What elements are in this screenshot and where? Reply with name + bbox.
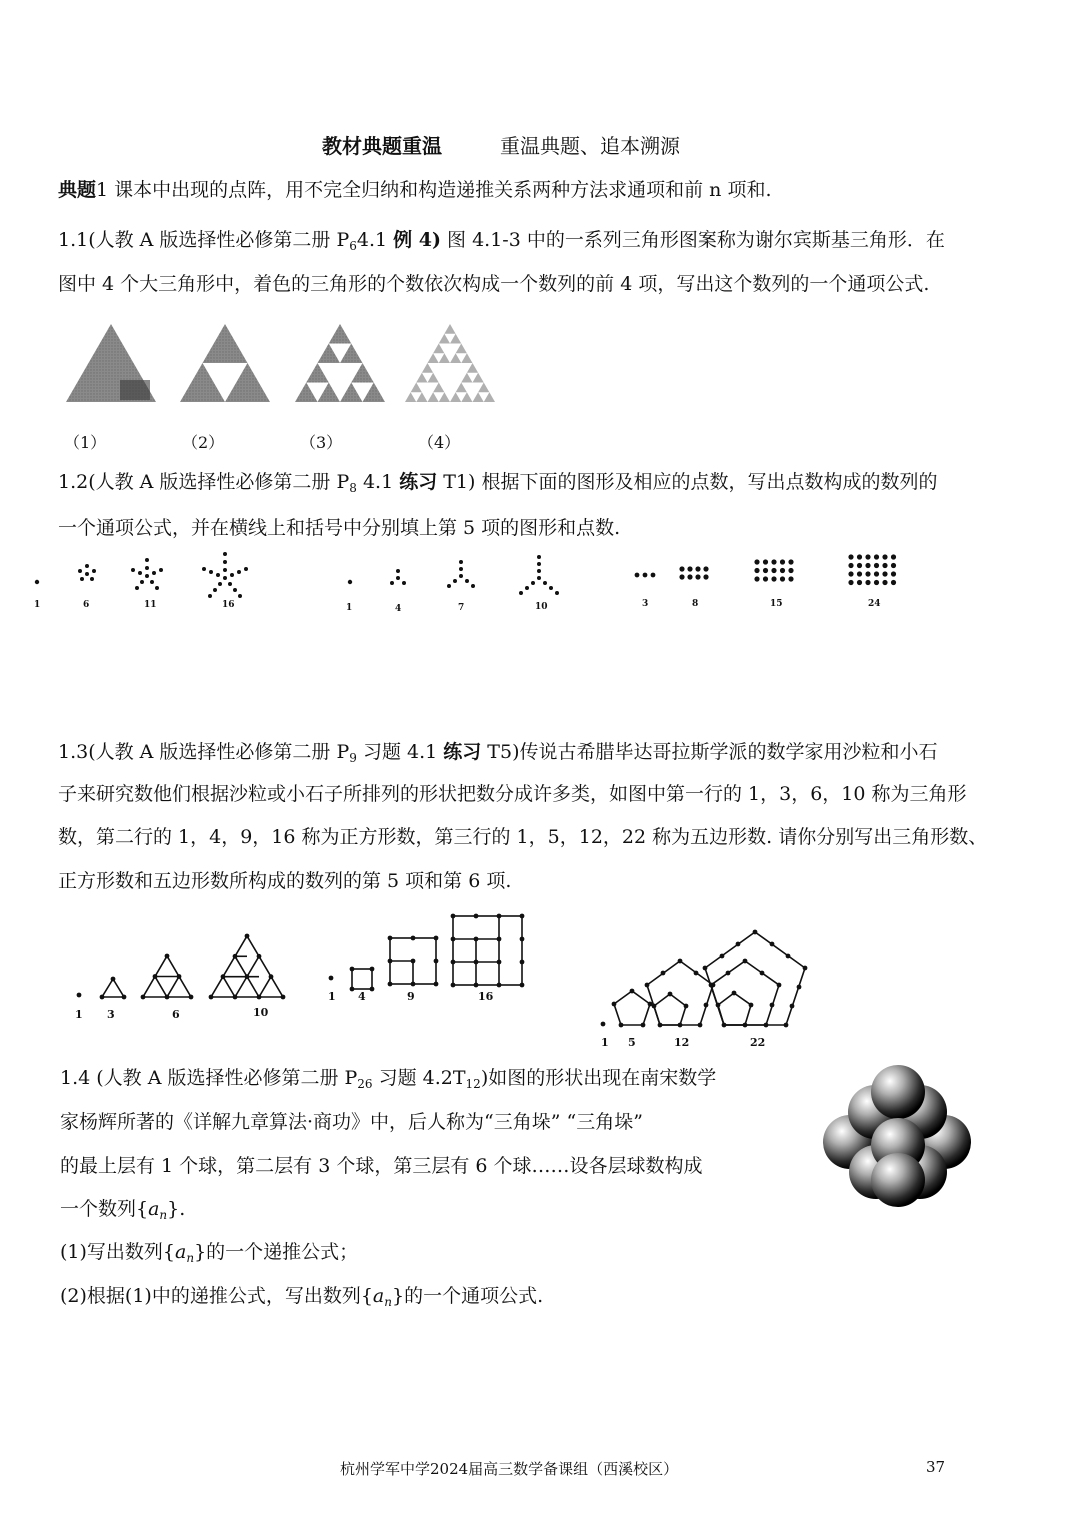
intro-label: 典题 xyxy=(58,179,97,201)
grid-dot xyxy=(891,563,896,568)
pent-label-3: 12 xyxy=(674,1036,690,1049)
tripod-4 xyxy=(390,569,406,585)
grid-dot xyxy=(754,568,759,573)
sierpinski-figures xyxy=(0,318,1080,448)
grid-dot xyxy=(857,580,862,585)
p13-mid: 习题 4.1 xyxy=(356,741,444,763)
grid-dot xyxy=(788,559,793,564)
grid-dot xyxy=(857,554,862,559)
grid-dot xyxy=(763,559,768,564)
grid-dot xyxy=(788,576,793,581)
grid-dot xyxy=(695,574,700,579)
grid-dot xyxy=(771,568,776,573)
p14-var: a xyxy=(148,1198,160,1220)
grid-dot xyxy=(865,563,870,568)
grid-dot xyxy=(848,554,853,559)
p14-prefix: 1.4 (人教 A 版选择性必修第二册 P xyxy=(60,1067,358,1089)
problem-1-3-line2: 子来研究数他们根据沙粒或小石子所排列的形状把数分成许多类，如图中第一行的 1，3，6，10 称为三角形 xyxy=(58,783,967,805)
rect-8 xyxy=(679,566,708,579)
dot-label-tri-1: 1 xyxy=(346,603,353,613)
grid-dot xyxy=(780,559,785,564)
problem-1-4-line2: 家杨辉所著的《详解九章算法·商功》中，后人称为“三角垛” “三角垛” xyxy=(60,1111,643,1133)
star-6 xyxy=(78,564,96,581)
p14-rest2: )如图的形状出现在南宋数学 xyxy=(480,1067,717,1089)
square-numbers xyxy=(329,914,525,992)
grid-dot xyxy=(874,554,879,559)
p11-rest: 图 4.1-3 中的一系列三角形图案称为谢尔宾斯基三角形．在 xyxy=(441,229,945,251)
footer-school: 杭州学军中学2024届高三数学备课组（西溪校区） xyxy=(340,1460,679,1478)
intro-text: 1 课本中出现的点阵，用不完全归纳和构造递推关系两种方法求通项和前 n 项和. xyxy=(96,179,772,201)
problem-1-3-line4: 正方形数和五边形数所构成的数列的第 5 项和第 6 项. xyxy=(58,870,512,892)
q2-var: a xyxy=(372,1285,385,1307)
dot-label-star-1: 1 xyxy=(34,600,41,610)
grid-dot xyxy=(874,563,879,568)
grid-dot xyxy=(754,576,759,581)
dot-label-rect-4: 24 xyxy=(868,599,881,609)
tripod-7 xyxy=(447,560,475,588)
tripod-10 xyxy=(519,555,559,595)
p12-mid: 4.1 xyxy=(356,471,400,493)
grid-dot xyxy=(865,571,870,576)
problem-1-1-line2: 图中 4 个大三角形中，着色的三角形的个数依次构成一个数列的前 4 项，写出这个数列的一个通项公式. xyxy=(58,273,930,295)
grid-dot xyxy=(891,571,896,576)
p11-mid: 4.1 xyxy=(356,229,394,251)
p12-sub: 8 xyxy=(349,481,357,495)
problem-1-4-q1 xyxy=(60,1240,358,1270)
p14-sub2: 12 xyxy=(465,1077,481,1091)
tri-label-3: 6 xyxy=(172,1008,180,1021)
p12-bold: 练习 xyxy=(399,471,438,493)
p11-bold: 例 4) xyxy=(393,229,441,251)
p14-l4-post: }. xyxy=(167,1198,186,1220)
q1-var: a xyxy=(175,1241,187,1263)
pent-label-2: 5 xyxy=(628,1036,636,1049)
page-number: 37 xyxy=(926,1458,946,1476)
q1-var-sub: n xyxy=(186,1251,195,1265)
q2-post: }的一个通项公式. xyxy=(391,1285,544,1307)
grid-dot xyxy=(848,580,853,585)
dot-label-rect-1: 3 xyxy=(642,599,649,609)
grid-dot xyxy=(763,576,768,581)
rect-24 xyxy=(848,554,896,585)
grid-dot xyxy=(882,563,887,568)
sierpinski-label-2: （2） xyxy=(182,433,225,452)
grid-dot xyxy=(780,568,785,573)
p13-rest: T5)传说古希腊毕达哥拉斯学派的数学家用沙粒和小石 xyxy=(481,741,938,763)
dot-label-star-2: 6 xyxy=(83,600,90,610)
figurate-numbers-figure xyxy=(0,908,1080,1048)
p13-bold: 练习 xyxy=(443,741,482,763)
grid-dot xyxy=(687,566,692,571)
intro-line xyxy=(58,178,772,202)
dot-label-rect-2: 8 xyxy=(692,599,699,609)
grid-dot xyxy=(857,563,862,568)
grid-dot xyxy=(848,571,853,576)
sq-label-1: 1 xyxy=(328,990,336,1003)
grid-dot xyxy=(891,580,896,585)
sq-label-4: 16 xyxy=(478,990,494,1003)
p11-sub: 6 xyxy=(349,239,357,253)
grid-dot xyxy=(703,566,708,571)
triangle-ball-stack-image xyxy=(820,1060,980,1210)
grid-dot xyxy=(687,574,692,579)
grid-dot xyxy=(754,559,759,564)
grid-dot xyxy=(848,563,853,568)
page-title: 教材典题重温 xyxy=(322,134,442,158)
pent-label-1: 1 xyxy=(601,1036,609,1049)
grid-dot xyxy=(695,566,700,571)
p13-sub: 9 xyxy=(349,751,357,765)
grid-dot xyxy=(882,571,887,576)
dot-label-star-3: 11 xyxy=(144,600,157,610)
p11-prefix: 1.1(人教 A 版选择性必修第二册 P xyxy=(58,229,350,251)
problem-1-1-line1 xyxy=(58,228,945,258)
dot-label-star-4: 16 xyxy=(222,600,235,610)
grid-dot xyxy=(771,559,776,564)
pentagonal-numbers xyxy=(601,930,808,1028)
problem-1-2-line2: 一个通项公式，并在横线上和括号中分别填上第 5 项的图形和点数. xyxy=(58,517,621,539)
problem-1-3-line1 xyxy=(58,740,937,770)
triangular-numbers xyxy=(77,934,286,1000)
pent-label-4: 22 xyxy=(750,1036,766,1049)
sierpinski-label-1: （1） xyxy=(64,433,107,452)
tri-label-4: 10 xyxy=(253,1006,269,1019)
grid-dot xyxy=(882,554,887,559)
star-11 xyxy=(131,558,163,590)
rect-3 xyxy=(635,573,656,578)
p14-var-sub: n xyxy=(159,1208,168,1222)
p14-rest: 习题 4.2T xyxy=(372,1067,466,1089)
q1-post: }的一个递推公式； xyxy=(194,1241,359,1263)
grid-dot xyxy=(771,576,776,581)
dot-label-rect-3: 15 xyxy=(770,599,783,609)
page-subtitle: 重温典题、追本溯源 xyxy=(500,134,680,158)
problem-1-4-line1 xyxy=(60,1066,716,1096)
p14-l4-pre: 一个数列{ xyxy=(60,1198,149,1220)
grid-dot xyxy=(780,576,785,581)
grid-dot xyxy=(865,554,870,559)
problem-1-4-line4 xyxy=(60,1197,185,1227)
q2-pre: (2)根据(1)中的递推公式，写出数列{ xyxy=(60,1285,373,1307)
problem-1-3-line3: 数，第二行的 1，4，9，16 称为正方形数，第三行的 1，5，12，22 称为五边形数. 请你分别写出三角形数、 xyxy=(58,826,988,848)
p13-prefix: 1.3(人教 A 版选择性必修第二册 P xyxy=(58,741,350,763)
q1-pre: (1)写出数列{ xyxy=(60,1241,176,1263)
sierpinski-label-3: （3） xyxy=(300,433,343,452)
star-16 xyxy=(202,552,248,598)
grid-dot xyxy=(865,580,870,585)
grid-dot xyxy=(703,574,708,579)
grid-dot xyxy=(763,568,768,573)
grid-dot xyxy=(874,571,879,576)
q2-var-sub: n xyxy=(384,1295,392,1309)
rect-15 xyxy=(754,559,793,581)
p14-sub: 26 xyxy=(357,1077,373,1091)
tri-label-2: 3 xyxy=(107,1008,115,1021)
sq-label-3: 9 xyxy=(407,990,415,1003)
p12-rest: T1) 根据下面的图形及相应的点数，写出点数构成的数列的 xyxy=(437,471,938,493)
grid-dot xyxy=(679,574,684,579)
problem-1-2-line1 xyxy=(58,470,937,500)
problem-1-4-line3: 的最上层有 1 个球，第二层有 3 个球，第三层有 6 个球……设各层球数构成 xyxy=(60,1155,703,1177)
dot-label-tri-2: 4 xyxy=(395,604,402,614)
sierpinski-label-4: （4） xyxy=(418,433,461,452)
grid-dot xyxy=(788,568,793,573)
grid-dot xyxy=(891,554,896,559)
grid-dot xyxy=(882,580,887,585)
dot-label-tri-4: 10 xyxy=(535,602,548,612)
grid-dot xyxy=(857,571,862,576)
p12-prefix: 1.2(人教 A 版选择性必修第二册 P xyxy=(58,471,350,493)
dot-label-tri-3: 7 xyxy=(458,603,465,613)
tri-label-1: 1 xyxy=(75,1008,83,1021)
sq-label-2: 4 xyxy=(358,990,366,1003)
grid-dot xyxy=(679,566,684,571)
grid-dot xyxy=(874,580,879,585)
problem-1-4-q2 xyxy=(60,1284,543,1314)
